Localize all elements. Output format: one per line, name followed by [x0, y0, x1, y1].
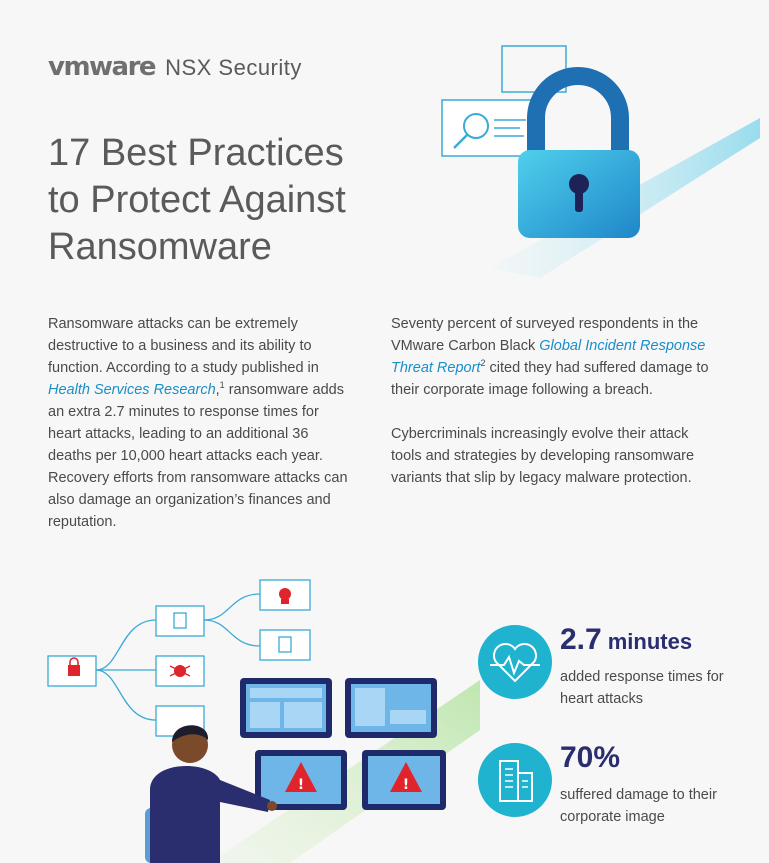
link-comma: , — [215, 382, 220, 398]
stat-1-number: 2.7 — [560, 623, 602, 656]
stat-2-number: 70% — [560, 741, 621, 774]
survey-text-start: Seventy percent of surveyed respondents in the VMware Carbon Black — [391, 316, 699, 354]
health-services-research-link[interactable]: Health Services Research — [48, 382, 216, 398]
padlock-illustration — [430, 38, 760, 278]
threat-report-link[interactable]: Global Incident Response Threat Report — [391, 338, 706, 376]
title-line-3: Ransomware — [48, 226, 272, 268]
attack-illustration — [40, 570, 480, 863]
intro-column-left — [48, 313, 348, 533]
product-name: NSX Security — [165, 55, 302, 80]
footnote-1: 1 — [219, 380, 225, 391]
intro-text-end: ransomware adds an extra 2.7 minutes to response times for heart attacks, leading to an additional 36 deaths per 10,000 heart attacks each year. Recovery efforts from ransomware attacks can also damage an organization’s finances and reputation. — [48, 382, 348, 530]
stat-1-unit: minutes — [607, 629, 693, 654]
page-title — [48, 130, 448, 271]
building-icon — [478, 743, 552, 817]
title-line-2: to Protect Against — [48, 179, 346, 221]
footnote-2: 2 — [480, 358, 486, 369]
intro-column-right — [391, 313, 711, 489]
stat-2-value — [560, 741, 620, 775]
svg-text:!: ! — [402, 777, 410, 793]
svg-text:!: ! — [297, 777, 305, 793]
title-line-1: 17 Best Practices — [48, 132, 344, 174]
survey-text-end: cited they had suffered damage to their corporate image following a breach. — [391, 360, 709, 398]
intro-paragraph — [48, 313, 348, 533]
skull-icon — [279, 588, 291, 600]
intro-text-start: Ransomware attacks can be extremely destructive to a business and its ability to function. According to a study published in — [48, 316, 319, 376]
cybercriminals-paragraph: Cybercriminals increasingly evolve their attack tools and strategies by developing ransomware variants that slip by legacy malware protection. — [391, 426, 695, 486]
heartbeat-icon — [478, 625, 552, 699]
vmware-logo: vmware — [48, 52, 156, 82]
survey-paragraph — [391, 313, 711, 401]
stat-2-description: suffered damage to their corporate image — [560, 787, 717, 825]
header — [48, 52, 302, 82]
stat-1-value — [560, 623, 692, 657]
locked-file-icon — [68, 665, 80, 676]
stat-1-description: added response times for heart attacks — [560, 669, 724, 707]
